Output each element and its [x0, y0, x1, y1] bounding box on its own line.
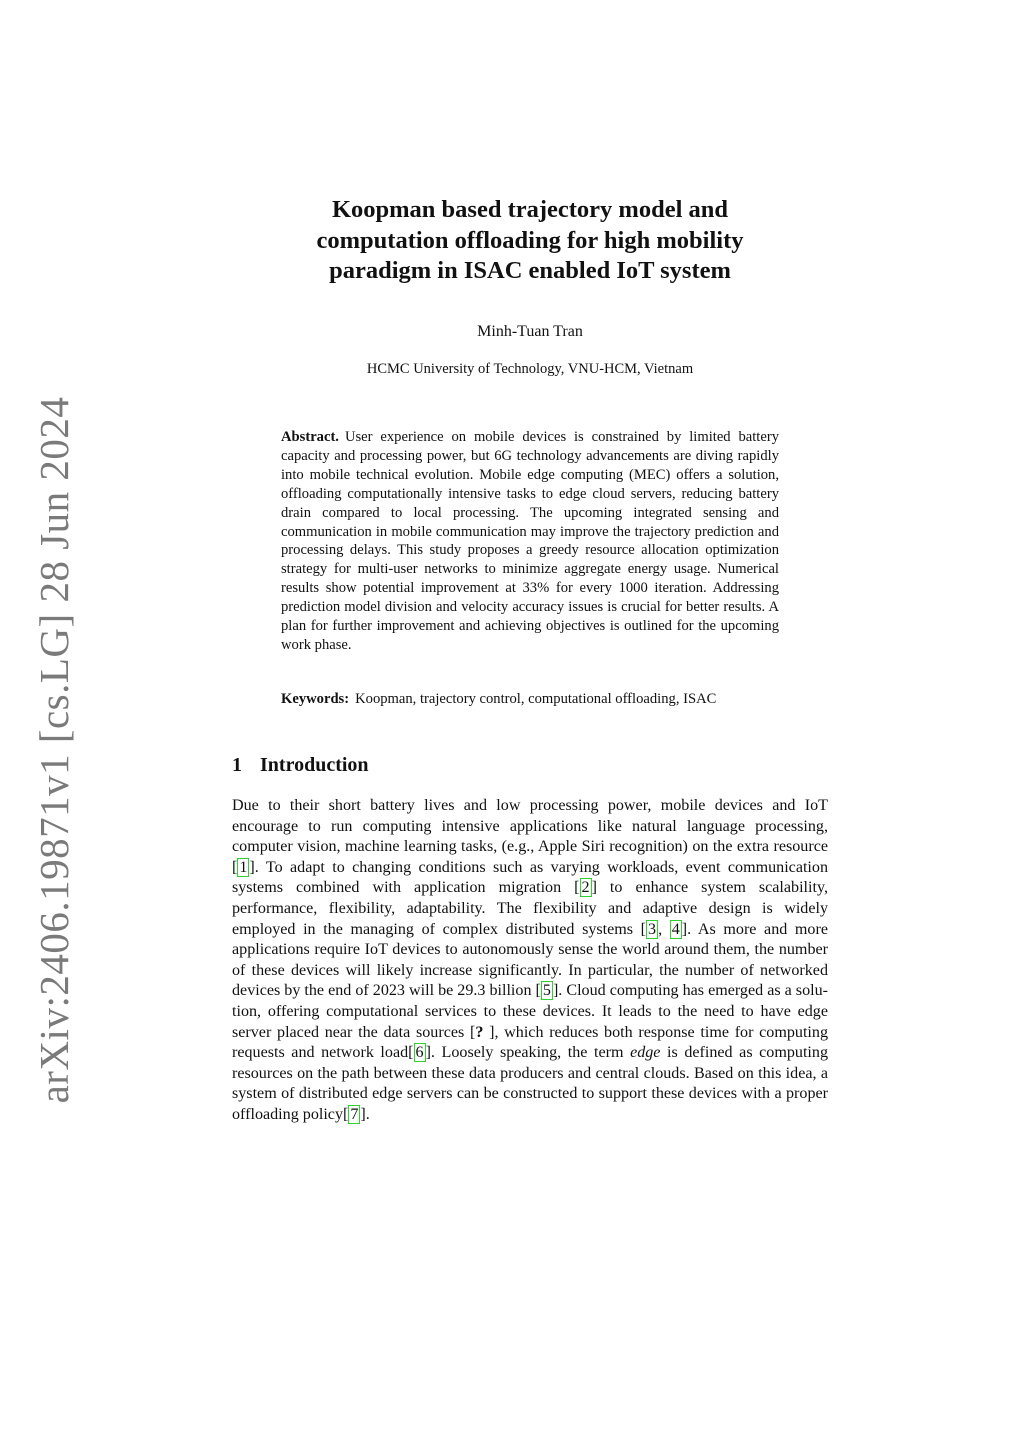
citation-link[interactable]: 6 — [415, 1044, 424, 1062]
intro-text: . Loosely speaking, the term — [430, 1044, 631, 1062]
arxiv-identifier-stamp: arXiv:2406.19871v1 [cs.LG] 28 Jun 2024 — [31, 396, 77, 1104]
intro-text: Due to their short battery lives and low processing power, mobile devices and IoT encourage to run computing intensive applications like natural language processing, computer vision, machine learning tasks, (e.g., Apple Siri recognition) on the extra resource — [232, 797, 828, 856]
citation-link[interactable]: 7 — [350, 1105, 359, 1123]
keywords — [281, 691, 821, 708]
intro-text: ], which reduces both response time for computing requests and network load — [232, 1023, 829, 1062]
abstract-label: Abstract. — [281, 429, 339, 445]
keywords-text: Koopman, trajectory control, computational offloading, ISAC — [355, 691, 717, 707]
title-line: Koopman based trajectory model and — [331, 196, 729, 223]
author-affiliation: HCMC University of Technology, VNU-HCM, Vietnam — [366, 361, 694, 377]
author-name: Minh-Tuan Tran — [477, 323, 583, 340]
paper-title — [232, 195, 828, 287]
citation-link[interactable]: 4 — [671, 920, 680, 938]
abstract-text: User experience on mobile devices is constrained by limited battery capacity and processing power, but 6G technology advancements are diving rapidly into mobile technical evolution. Mobile edge computing (MEC) offers a solution, offloading computationally intensive tasks to edge cloud servers, reducing battery drain compared to local processing. The upcoming integrated sensing and communication in mobile communication may improve the trajectory prediction and processing delays. This study proposes a greedy resource allocation optimization strategy for multi-user networks to minimize aggregate energy usage. Numerical results show potential improvement at 33% for every 1000 iteration. Addressing prediction model division and velocity accuracy issues is crucial for better results. A plan for further improvement and achieving objectives is outlined for the upcoming work phase. — [281, 429, 779, 653]
citation-link[interactable]: 2 — [581, 879, 590, 897]
abstract — [281, 428, 779, 655]
section-heading-introduction — [232, 754, 369, 777]
title-line: computation offloading for high mobility — [316, 226, 744, 254]
intro-text: , — [658, 920, 670, 938]
citation-link[interactable]: 5 — [542, 982, 551, 1000]
intro-text: . To adapt to changing conditions such as varying workloads, event communication systems combined with application migration — [232, 858, 828, 897]
emphasized-term: edge — [630, 1044, 661, 1062]
introduction-paragraph: Due to their short battery lives and low processing power, mobile devices and IoT encourage to run computing intensive applications like natural language processing, computer vision, machine learning tasks, (e.g., Apple Siri recognition) on the extra resource [ 1 ]. To adapt to changing conditions such as varying workloads, event communication systems combined with application migration [ 2 ] to enhance system scalability, performance, flexibility, adaptability. The flexibility and adaptive design is widely employed in the managing of complex distributed systems [ 3 , 4 ]. As more and more applications require IoT devices to autonomously sense the world around them, the number of these devices will likely increase significantly. In particular, the number of networked devices by the end of 2023 will be 29.3 billion [ 5 ]. Cloud computing has emerged as a solution, offering computational services to these devices. It leads to the need to have edge server placed near the data sources [? ], which reduces both response time for computing requests and network load[ 6 ]. Loosely speaking, the term edge is defined as computing resources on the path between these data producers and central clouds. Based on this idea, a system of distributed edge servers can be constructed to support these devices with a proper offloading policy[ 7 ]. — [232, 797, 829, 1123]
citation-link[interactable]: 3 — [648, 920, 657, 938]
title-line: paradigm in ISAC enabled IoT system — [329, 257, 731, 284]
intro-text: . As more and more applications require IoT devices to autonomously sense the world around them, the number of these devices will likely increase significantly. In particular, the number of networked devices by the end of 2023 will be 29.3 billion — [232, 920, 828, 1000]
section-title: Introduction — [260, 754, 369, 776]
intro-text: . Cloud computing has emerged as a solution, offering computational services to these devices. It leads to the need to have edge server placed near the data sources [ — [232, 982, 828, 1041]
keywords-label: Keywords: — [281, 691, 350, 707]
section-number: 1 — [232, 754, 242, 776]
intro-text: . — [365, 1105, 370, 1123]
missing-citation-marker: ? — [475, 1023, 484, 1041]
intro-text: is defined as computing resources on the path between these data producers and central clouds. Based on this idea, a system of distributed edge servers can be constructed to support these devices with a proper offloading policy — [232, 1044, 828, 1123]
intro-text: to enhance system scalability, performance, flexibility, adaptability. The flexibility and adaptive design is widely employed in the managing of complex distributed systems — [232, 879, 828, 938]
citation-link[interactable]: 1 — [239, 858, 248, 876]
